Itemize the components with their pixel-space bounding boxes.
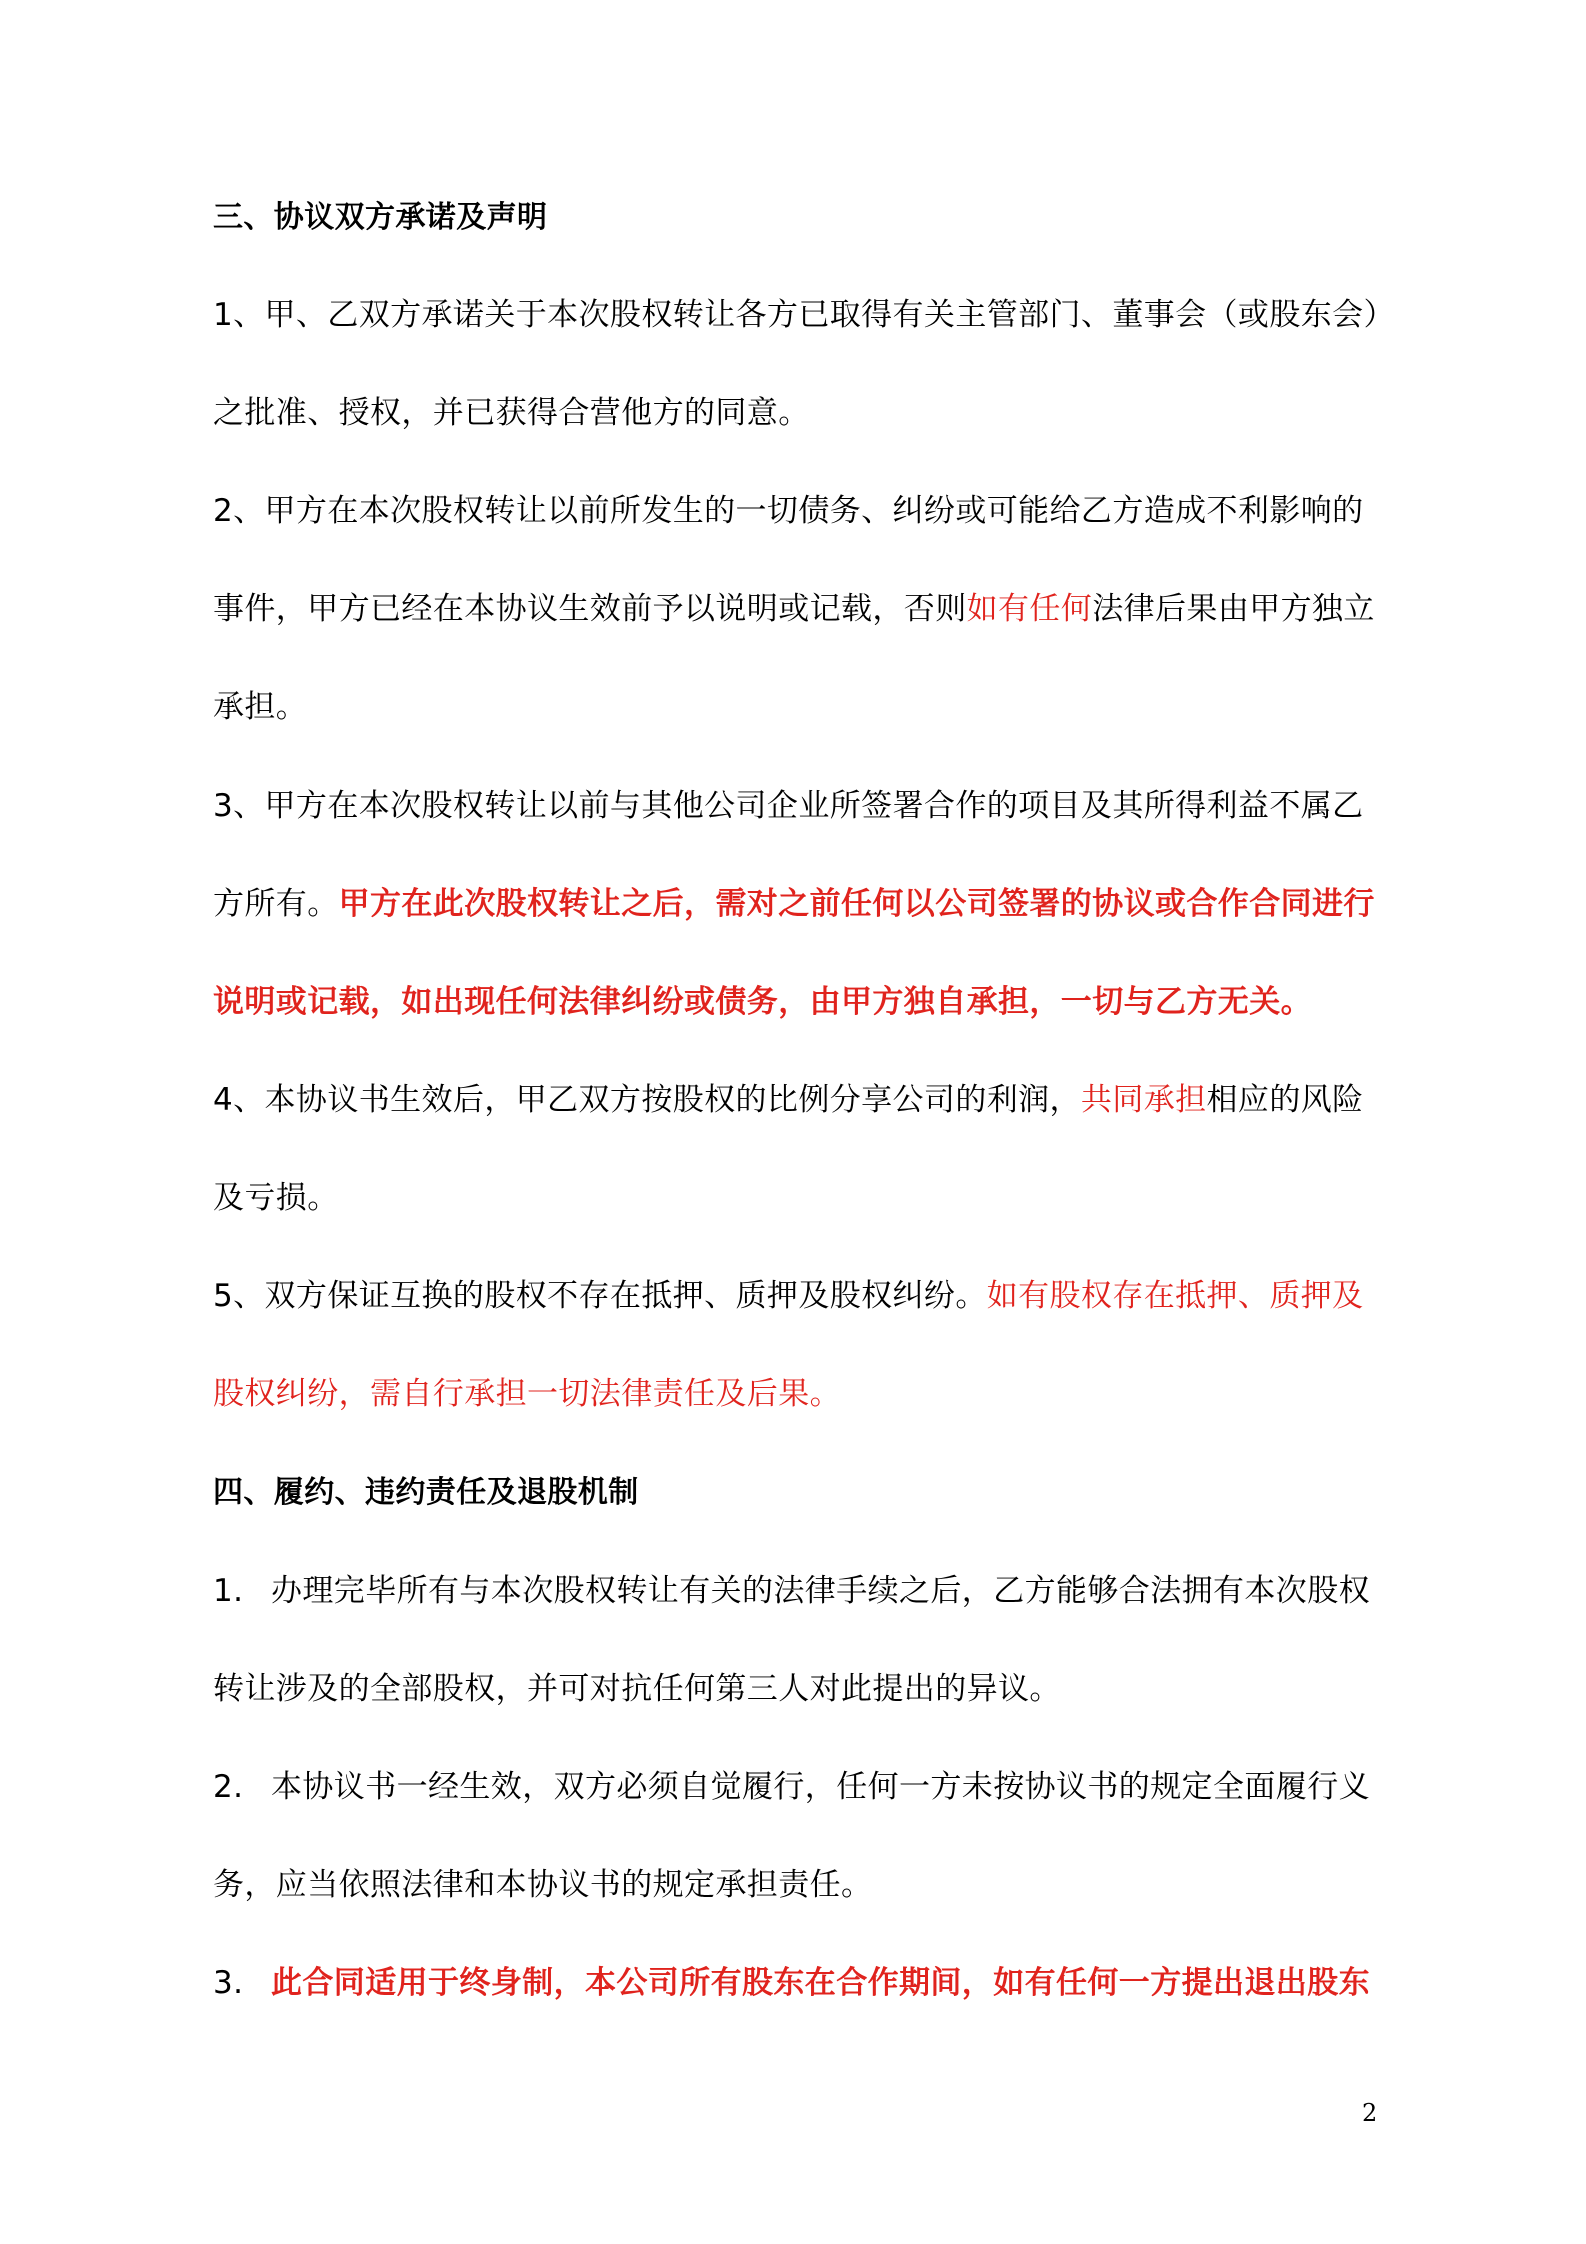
clause-4-3-number: 3.	[213, 1965, 244, 2001]
clause-3-4-text-cont: 相应的风险	[1206, 1082, 1364, 1118]
clause-4-2-line-1	[213, 1767, 1370, 1807]
clause-4-1-line-2: 转让涉及的全部股权，并可对抗任何第三人对此提出的异议。	[213, 1671, 1061, 1707]
clause-3-4-line-2: 及亏损。	[213, 1180, 339, 1216]
clause-4-3-line-1	[213, 1963, 1370, 2003]
clause-3-5-line-1	[213, 1276, 1363, 1316]
clause-3-5-highlight: 如有股权存在抵押、质押及	[986, 1278, 1364, 1314]
clause-3-1-line-2: 之批准、授权，并已获得合营他方的同意。	[213, 395, 810, 431]
clause-3-4-highlight: 共同承担	[1080, 1082, 1207, 1118]
clause-3-3-line-1: 3、甲方在本次股权转让以前与其他公司企业所签署合作的项目及其所得利益不属乙	[213, 788, 1364, 824]
clause-4-1-number: 1.	[213, 1573, 244, 1609]
clause-3-3-line-3: 说明或记载，如出现任何法律纠纷或债务，由甲方独自承担，一切与乙方无关。	[213, 984, 1312, 1020]
clause-3-3-text: 方所有。	[213, 886, 339, 922]
section-heading-liability: 四、履约、违约责任及退股机制	[213, 1475, 639, 1510]
clause-4-2-text: 本协议书一经生效，双方必须自觉履行，任何一方未按协议书的规定全面履行义	[271, 1769, 1370, 1805]
clause-3-2-text-cont: 法律后果由甲方独立	[1092, 591, 1375, 627]
clause-4-2-line-2: 务，应当依照法律和本协议书的规定承担责任。	[213, 1867, 873, 1903]
clause-3-2-line-2	[213, 589, 1375, 629]
clause-3-1-line-1: 1、甲、乙双方承诺关于本次股权转让各方已取得有关主管部门、董事会（或股东会）	[213, 297, 1395, 333]
clause-3-4-line-1	[213, 1080, 1363, 1120]
section-heading-commitments: 三、协议双方承诺及声明	[213, 200, 548, 235]
clause-3-5-text: 5、双方保证互换的股权不存在抵押、质押及股权纠纷。	[213, 1278, 987, 1314]
clause-3-3-highlight: 甲方在此次股权转让之后，需对之前任何以公司签署的协议或合作合同进行	[338, 886, 1375, 922]
clause-3-5-line-2: 股权纠纷，需自行承担一切法律责任及后果。	[213, 1376, 841, 1412]
clause-3-2-highlight: 如有任何	[966, 591, 1093, 627]
clause-4-2-number: 2.	[213, 1769, 244, 1805]
clause-3-3-line-2	[213, 884, 1375, 924]
clause-4-1-line-1	[213, 1571, 1370, 1611]
clause-4-3-highlight: 此合同适用于终身制，本公司所有股东在合作期间，如有任何一方提出退出股东	[271, 1965, 1370, 2001]
clause-3-2-text: 事件，甲方已经在本协议生效前予以说明或记载，否则	[213, 591, 967, 627]
page-number: 2	[1362, 2099, 1378, 2127]
clause-3-4-text: 4、本协议书生效后，甲乙双方按股权的比例分享公司的利润，	[213, 1082, 1081, 1118]
clause-3-2-line-1: 2、甲方在本次股权转让以前所发生的一切债务、纠纷或可能给乙方造成不利影响的	[213, 493, 1364, 529]
clause-4-1-text: 办理完毕所有与本次股权转让有关的法律手续之后，乙方能够合法拥有本次股权	[271, 1573, 1370, 1609]
clause-3-2-line-3: 承担。	[213, 689, 308, 725]
